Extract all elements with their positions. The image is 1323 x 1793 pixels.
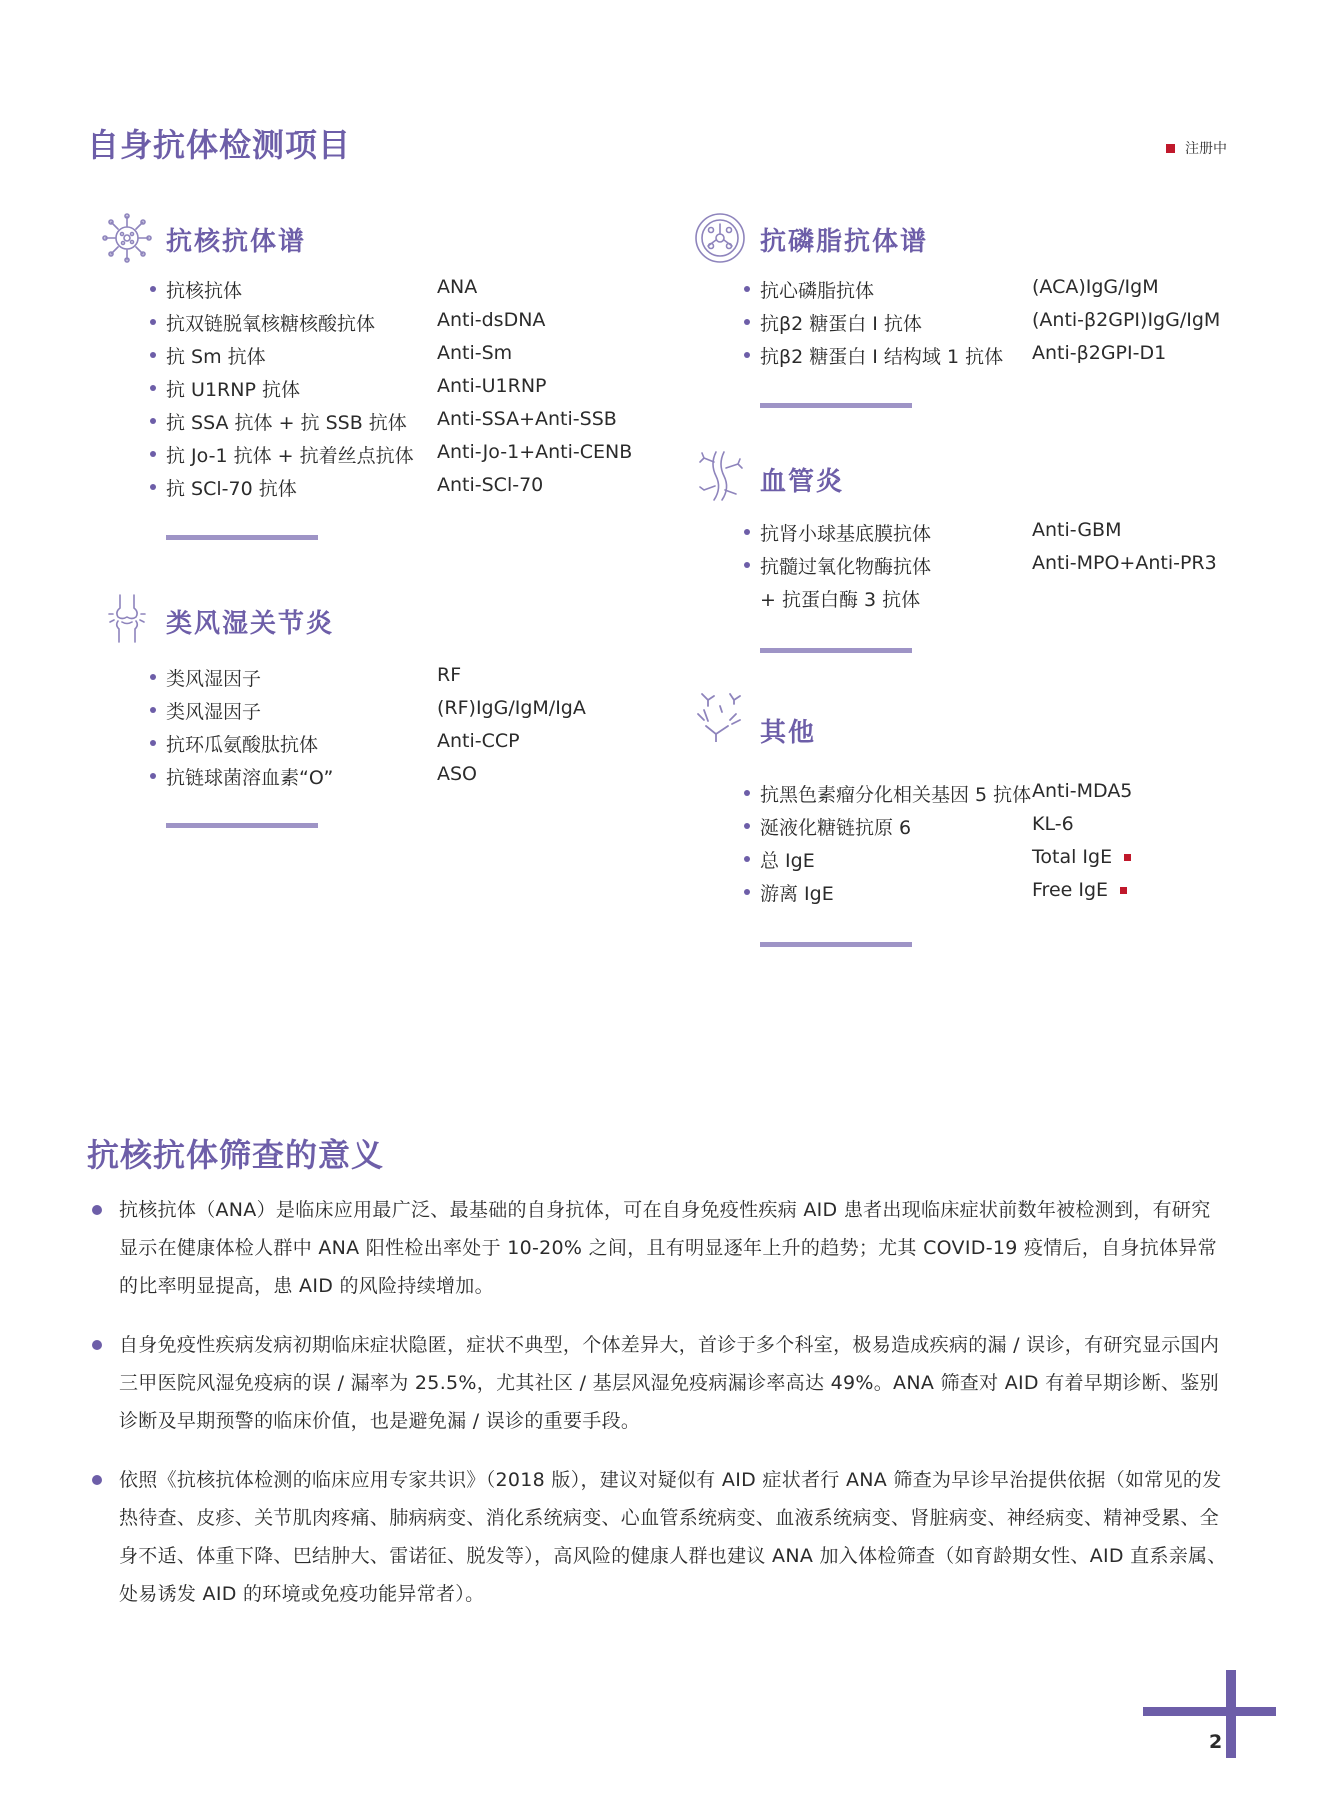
significance-title: 抗核抗体筛查的意义 (87, 1136, 385, 1174)
section-title-apl: 抗磷脂抗体谱 (760, 227, 929, 257)
list-item: 类风湿因子 (RF)IgG/IgM/IgA (166, 695, 646, 728)
cell-virus-icon (101, 212, 153, 268)
registering-marker (1124, 854, 1131, 861)
page-number: 2 (1209, 1731, 1223, 1753)
page-title: 自身抗体检测项目 (87, 126, 352, 164)
other-list (760, 778, 1240, 910)
section-divider (166, 535, 318, 540)
list-item: 抗心磷脂抗体 (ACA)IgG/IgM (760, 274, 1240, 307)
list-item: 涎液化糖链抗原 6 KL-6 (760, 811, 1240, 844)
list-item: 总 IgE Total IgE (760, 844, 1240, 877)
code-text: Total IgE (1032, 846, 1113, 868)
antibody-icon (694, 690, 746, 746)
apl-list (760, 274, 1240, 373)
section-divider (760, 403, 912, 408)
bullet-dot (92, 1205, 102, 1215)
list-item: 抗环瓜氨酸肽抗体 Anti-CCP (166, 728, 646, 761)
list-item: 抗β2 糖蛋白 I 结构域 1 抗体 Anti-β2GPI-D1 (760, 340, 1240, 373)
section-title-other: 其他 (760, 718, 817, 748)
registering-marker (1120, 887, 1127, 894)
blood-vessel-icon (694, 450, 746, 506)
section-divider (760, 648, 912, 653)
list-item: 抗 SCl-70 抗体 Anti-SCl-70 (166, 472, 646, 505)
legend-registering (1166, 138, 1227, 158)
list-item: 抗 SSA 抗体 + 抗 SSB 抗体 Anti-SSA+Anti-SSB (166, 406, 646, 439)
list-item: 抗肾小球基底膜抗体 Anti-GBM (760, 517, 1240, 550)
bullet-dot (92, 1475, 102, 1485)
list-item: 抗 Sm 抗体 Anti-Sm (166, 340, 646, 373)
ra-list (166, 662, 646, 794)
bullet-dot (92, 1340, 102, 1350)
paragraph: 抗核抗体（ANA）是临床应用最广泛、最基础的自身抗体，可在自身免疫性疾病 AID 患者出现临床症状前数年被检测到，有研究显示在健康体检人群中 ANA 阳性检出率处于 10-20% 之间，且有明显逐年上升的趋势；尤其 COVID-19 疫情后，自身抗体异常的比率明显提高，患 AID 的风险持续增加。 (119, 1199, 1217, 1297)
vasc-list (760, 517, 1240, 616)
list-item: 抗黑色素瘤分化相关基因 5 抗体 Anti-MDA5 (760, 778, 1240, 811)
list-item: 抗髓过氧化物酶抗体 Anti-MPO+Anti-PR3 (760, 550, 1240, 583)
legend-label: 注册中 (1185, 141, 1227, 157)
list-item: 抗β2 糖蛋白 I 抗体 (Anti-β2GPI)IgG/IgM (760, 307, 1240, 340)
registering-marker (1166, 144, 1175, 153)
list-item: 抗核抗体 ANA (166, 274, 646, 307)
list-item: 抗 Jo-1 抗体 + 抗着丝点抗体 Anti-Jo-1+Anti-CENB (166, 439, 646, 472)
list-item: 抗 U1RNP 抗体 Anti-U1RNP (166, 373, 646, 406)
footer-decoration-vertical (1226, 1670, 1236, 1758)
paragraph: 自身免疫性疾病发病初期临床症状隐匿，症状不典型，个体差异大，首诊于多个科室，极易造成疾病的漏 / 误诊，有研究显示国内三甲医院风湿免疫病的误 / 漏率为 25.5%，尤其社区 / 基层风湿免疫病漏诊率高达 49%。ANA 筛查对 AID 有着早期诊断、鉴别诊断及早期预警的临床价值，也是避免漏 / 误诊的重要手段。 (119, 1334, 1220, 1432)
paragraph: 依照《抗核抗体检测的临床应用专家共识》（2018 版），建议对疑似有 AID 症状者行 ANA 筛查为早诊早治提供依据（如常见的发热待查、皮疹、关节肌肉疼痛、肺病病变、消化系统病变、心血管系统病变、血液系统病变、肾脏病变、神经病变、精神受累、全身不适、体重下降、巴结肿大、雷诺征、脱发等），高风险的健康人群也建议 ANA 加入体检筛查（如育龄期女性、AID 直系亲属、处易诱发 AID 的环境或免疫功能异常者）。 (119, 1469, 1227, 1605)
phospholipid-cell-icon (694, 212, 746, 268)
section-title-ra: 类风湿关节炎 (166, 609, 335, 639)
footer-decoration-horizontal (1143, 1707, 1276, 1716)
section-divider (760, 942, 912, 947)
list-item: 抗双链脱氧核糖核酸抗体 Anti-dsDNA (166, 307, 646, 340)
list-item-continuation: + 抗蛋白酶 3 抗体 (760, 589, 921, 611)
knee-joint-icon (101, 592, 153, 648)
section-title-vasc: 血管炎 (760, 467, 845, 497)
section-title-ana: 抗核抗体谱 (166, 227, 307, 257)
ana-list (166, 274, 646, 505)
list-item: 抗链球菌溶血素“O” ASO (166, 761, 646, 794)
list-item: 类风湿因子 RF (166, 662, 646, 695)
code-text: Free IgE (1032, 879, 1109, 901)
list-item: 游离 IgE Free IgE (760, 877, 1240, 910)
section-divider (166, 823, 318, 828)
